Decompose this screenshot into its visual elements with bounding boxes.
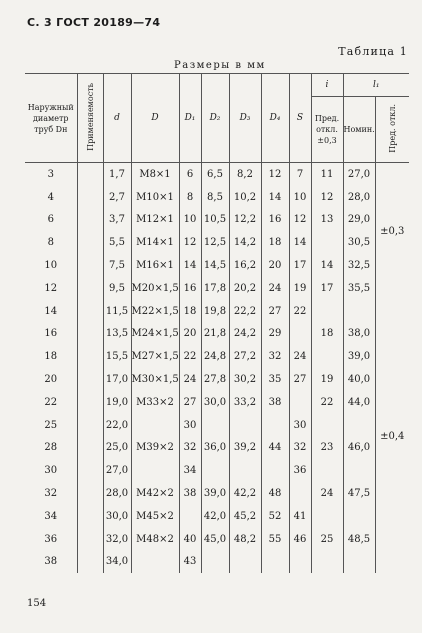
cell-dn: 28	[25, 437, 77, 460]
cell-D4	[261, 414, 289, 437]
col-header-l1: l₁	[343, 74, 409, 97]
cell-prim	[77, 345, 103, 368]
cell-l1: 38,0	[343, 323, 375, 346]
cell-i	[311, 459, 343, 482]
cell-D: M10×1	[131, 186, 179, 209]
cell-i: 18	[311, 323, 343, 346]
cell-D2: 39,0	[201, 482, 229, 505]
cell-d: 28,0	[103, 482, 131, 505]
cell-l1: 39,0	[343, 345, 375, 368]
cell-dn: 6	[25, 209, 77, 232]
table-row	[25, 505, 409, 528]
cell-dn: 12	[25, 277, 77, 300]
cell-D1: 12	[179, 231, 201, 254]
tolerance-cell: ±0,4	[375, 300, 409, 574]
cell-D2: 45,0	[201, 528, 229, 551]
cell-D: M30×1,5	[131, 368, 179, 391]
table-row	[25, 231, 409, 254]
cell-prim	[77, 277, 103, 300]
cell-D2: 19,8	[201, 300, 229, 323]
cell-d: 17,0	[103, 368, 131, 391]
cell-D3: 14,2	[229, 231, 261, 254]
cell-D3: 48,2	[229, 528, 261, 551]
cell-D2: 21,8	[201, 323, 229, 346]
cell-D4: 18	[261, 231, 289, 254]
cell-d: 27,0	[103, 459, 131, 482]
cell-S: 22	[289, 300, 311, 323]
cell-l1: 47,5	[343, 482, 375, 505]
cell-l1: 29,0	[343, 209, 375, 232]
table-row	[25, 414, 409, 437]
cell-D: M27×1,5	[131, 345, 179, 368]
cell-D1: 38	[179, 482, 201, 505]
cell-prim	[77, 528, 103, 551]
cell-d: 25,0	[103, 437, 131, 460]
cell-D1: 10	[179, 209, 201, 232]
cell-D4: 27	[261, 300, 289, 323]
cell-D3: 20,2	[229, 277, 261, 300]
cell-d: 22,0	[103, 414, 131, 437]
table-row	[25, 459, 409, 482]
table-header-row	[25, 74, 409, 97]
cell-D3	[229, 459, 261, 482]
cell-D4: 48	[261, 482, 289, 505]
cell-prim	[77, 186, 103, 209]
col-header-d: d	[103, 74, 131, 163]
cell-d: 5,5	[103, 231, 131, 254]
cell-l1	[343, 551, 375, 574]
cell-l1: 46,0	[343, 437, 375, 460]
col-header-l1-dev: Пред. откл.	[375, 97, 409, 163]
cell-S: 30	[289, 414, 311, 437]
cell-S: 24	[289, 345, 311, 368]
cell-D3: 39,2	[229, 437, 261, 460]
cell-D3: 8,2	[229, 163, 261, 186]
cell-d: 1,7	[103, 163, 131, 186]
cell-D4: 38	[261, 391, 289, 414]
cell-l1: 35,5	[343, 277, 375, 300]
cell-S: 41	[289, 505, 311, 528]
cell-l1: 48,5	[343, 528, 375, 551]
cell-prim	[77, 437, 103, 460]
cell-D	[131, 459, 179, 482]
cell-i: 11	[311, 163, 343, 186]
cell-D4	[261, 551, 289, 574]
cell-prim	[77, 323, 103, 346]
cell-prim	[77, 254, 103, 277]
cell-S: 36	[289, 459, 311, 482]
cell-prim	[77, 459, 103, 482]
cell-D1: 20	[179, 323, 201, 346]
cell-d: 2,7	[103, 186, 131, 209]
cell-D2	[201, 414, 229, 437]
cell-S: 12	[289, 209, 311, 232]
col-header-S: S	[289, 74, 311, 163]
cell-D2: 27,8	[201, 368, 229, 391]
cell-dn: 20	[25, 368, 77, 391]
cell-prim	[77, 551, 103, 574]
cell-D2: 17,8	[201, 277, 229, 300]
cell-prim	[77, 163, 103, 186]
cell-D2: 14,5	[201, 254, 229, 277]
cell-d: 30,0	[103, 505, 131, 528]
cell-d: 19,0	[103, 391, 131, 414]
cell-i	[311, 231, 343, 254]
cell-D2: 24,8	[201, 345, 229, 368]
cell-D3: 12,2	[229, 209, 261, 232]
cell-dn: 18	[25, 345, 77, 368]
cell-D3: 30,2	[229, 368, 261, 391]
cell-dn: 10	[25, 254, 77, 277]
cell-D3: 45,2	[229, 505, 261, 528]
table-row	[25, 437, 409, 460]
col-header-D4: D₄	[261, 74, 289, 163]
cell-d: 3,7	[103, 209, 131, 232]
cell-D1	[179, 505, 201, 528]
cell-D3	[229, 551, 261, 574]
cell-D2	[201, 551, 229, 574]
cell-S: 32	[289, 437, 311, 460]
col-header-D2: D₂	[201, 74, 229, 163]
cell-i: 23	[311, 437, 343, 460]
col-header-i-dev: Пред. откл. ±0,3	[311, 97, 343, 163]
col-header-D3: D₃	[229, 74, 261, 163]
cell-dn: 16	[25, 323, 77, 346]
cell-l1: 44,0	[343, 391, 375, 414]
cell-D: M33×2	[131, 391, 179, 414]
cell-D	[131, 414, 179, 437]
cell-d: 9,5	[103, 277, 131, 300]
page-number: 154	[27, 598, 47, 609]
cell-D: M22×1,5	[131, 300, 179, 323]
cell-D1: 24	[179, 368, 201, 391]
cell-i: 25	[311, 528, 343, 551]
cell-S	[289, 391, 311, 414]
cell-l1	[343, 300, 375, 323]
table-row	[25, 300, 409, 323]
cell-i: 22	[311, 391, 343, 414]
cell-prim	[77, 300, 103, 323]
cell-D1: 32	[179, 437, 201, 460]
cell-l1: 40,0	[343, 368, 375, 391]
cell-D4: 24	[261, 277, 289, 300]
cell-D4: 35	[261, 368, 289, 391]
cell-S	[289, 551, 311, 574]
cell-i	[311, 300, 343, 323]
cell-prim	[77, 391, 103, 414]
cell-D3: 33,2	[229, 391, 261, 414]
cell-D3: 16,2	[229, 254, 261, 277]
cell-l1	[343, 459, 375, 482]
table-row	[25, 345, 409, 368]
col-header-dn: Наружный диаметр труб Dн	[25, 74, 77, 163]
cell-D1: 14	[179, 254, 201, 277]
cell-i	[311, 345, 343, 368]
cell-D1: 8	[179, 186, 201, 209]
cell-D2	[201, 459, 229, 482]
cell-S: 17	[289, 254, 311, 277]
cell-i: 14	[311, 254, 343, 277]
cell-D4: 32	[261, 345, 289, 368]
cell-D: M48×2	[131, 528, 179, 551]
cell-S: 46	[289, 528, 311, 551]
col-header-D1: D₁	[179, 74, 201, 163]
cell-D2: 8,5	[201, 186, 229, 209]
units-caption: Размеры в мм	[174, 60, 266, 71]
cell-D: M39×2	[131, 437, 179, 460]
cell-D	[131, 551, 179, 574]
tolerance-cell: ±0,3	[375, 163, 409, 300]
cell-D: M12×1	[131, 209, 179, 232]
table-caption: Таблица 1	[338, 45, 408, 58]
cell-D4: 44	[261, 437, 289, 460]
cell-D2: 6,5	[201, 163, 229, 186]
cell-dn: 3	[25, 163, 77, 186]
table-row	[25, 186, 409, 209]
cell-l1	[343, 414, 375, 437]
cell-dn: 30	[25, 459, 77, 482]
cell-D4: 20	[261, 254, 289, 277]
cell-S	[289, 482, 311, 505]
cell-D4: 12	[261, 163, 289, 186]
cell-prim	[77, 209, 103, 232]
cell-D1: 30	[179, 414, 201, 437]
table-row	[25, 323, 409, 346]
cell-prim	[77, 368, 103, 391]
cell-D1: 16	[179, 277, 201, 300]
table-row	[25, 254, 409, 277]
cell-D3: 27,2	[229, 345, 261, 368]
cell-D1: 6	[179, 163, 201, 186]
cell-D1: 27	[179, 391, 201, 414]
cell-S: 19	[289, 277, 311, 300]
cell-i: 13	[311, 209, 343, 232]
col-header-i: i	[311, 74, 343, 97]
cell-l1: 32,5	[343, 254, 375, 277]
cell-d: 34,0	[103, 551, 131, 574]
cell-D4: 16	[261, 209, 289, 232]
cell-D3: 24,2	[229, 323, 261, 346]
cell-D1: 22	[179, 345, 201, 368]
cell-d: 7,5	[103, 254, 131, 277]
cell-D3	[229, 414, 261, 437]
cell-D3: 42,2	[229, 482, 261, 505]
cell-D2: 12,5	[201, 231, 229, 254]
cell-D2: 10,5	[201, 209, 229, 232]
cell-prim	[77, 414, 103, 437]
cell-D4: 29	[261, 323, 289, 346]
cell-d: 15,5	[103, 345, 131, 368]
table-row	[25, 391, 409, 414]
cell-D1: 40	[179, 528, 201, 551]
table-row	[25, 163, 409, 186]
cell-i: 12	[311, 186, 343, 209]
cell-D3: 22,2	[229, 300, 261, 323]
cell-prim	[77, 505, 103, 528]
cell-i	[311, 414, 343, 437]
cell-D: M42×2	[131, 482, 179, 505]
cell-l1: 27,0	[343, 163, 375, 186]
cell-D2: 30,0	[201, 391, 229, 414]
cell-prim	[77, 482, 103, 505]
cell-dn: 14	[25, 300, 77, 323]
cell-dn: 34	[25, 505, 77, 528]
dimensions-table	[25, 73, 409, 573]
cell-i: 17	[311, 277, 343, 300]
cell-dn: 36	[25, 528, 77, 551]
cell-D3: 10,2	[229, 186, 261, 209]
cell-S: 7	[289, 163, 311, 186]
cell-i: 24	[311, 482, 343, 505]
cell-D: M14×1	[131, 231, 179, 254]
col-header-primenyaemost: Применяемость	[77, 74, 103, 163]
cell-S: 10	[289, 186, 311, 209]
cell-dn: 8	[25, 231, 77, 254]
table-row	[25, 368, 409, 391]
document-header: С. 3 ГОСТ 20189—74	[27, 16, 161, 29]
cell-D: M16×1	[131, 254, 179, 277]
cell-d: 32,0	[103, 528, 131, 551]
cell-D1: 34	[179, 459, 201, 482]
cell-D1: 18	[179, 300, 201, 323]
cell-l1: 30,5	[343, 231, 375, 254]
cell-prim	[77, 231, 103, 254]
cell-d: 11,5	[103, 300, 131, 323]
cell-i: 19	[311, 368, 343, 391]
cell-S	[289, 323, 311, 346]
cell-D4: 55	[261, 528, 289, 551]
cell-i	[311, 551, 343, 574]
cell-S: 27	[289, 368, 311, 391]
table-body	[25, 163, 409, 574]
table-row	[25, 209, 409, 232]
cell-D: M45×2	[131, 505, 179, 528]
cell-i	[311, 505, 343, 528]
cell-D4: 52	[261, 505, 289, 528]
cell-D: M20×1,5	[131, 277, 179, 300]
cell-D1: 43	[179, 551, 201, 574]
table-row	[25, 277, 409, 300]
cell-d: 13,5	[103, 323, 131, 346]
cell-dn: 32	[25, 482, 77, 505]
cell-D2: 36,0	[201, 437, 229, 460]
cell-D: M8×1	[131, 163, 179, 186]
cell-dn: 4	[25, 186, 77, 209]
table-row	[25, 551, 409, 574]
cell-S: 14	[289, 231, 311, 254]
cell-D2: 42,0	[201, 505, 229, 528]
cell-D4: 14	[261, 186, 289, 209]
cell-l1: 28,0	[343, 186, 375, 209]
cell-dn: 22	[25, 391, 77, 414]
cell-D: M24×1,5	[131, 323, 179, 346]
col-header-D: D	[131, 74, 179, 163]
cell-D4	[261, 459, 289, 482]
cell-dn: 38	[25, 551, 77, 574]
table-row	[25, 528, 409, 551]
table-row	[25, 482, 409, 505]
col-header-l1-nom: Номин.	[343, 97, 375, 163]
cell-l1	[343, 505, 375, 528]
cell-dn: 25	[25, 414, 77, 437]
